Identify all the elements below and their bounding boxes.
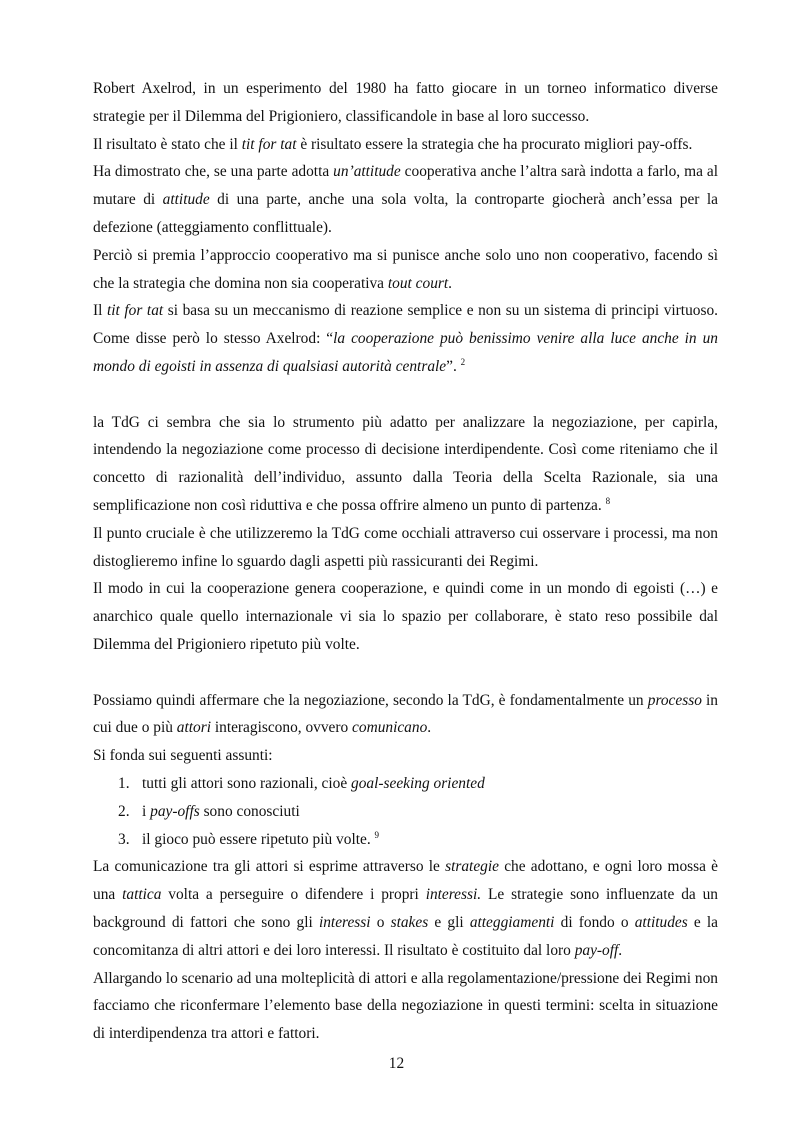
text: La comunicazione tra gli attori si esprime attraverso le xyxy=(93,858,446,876)
paragraph-result xyxy=(93,131,718,159)
emphasis: attitude xyxy=(162,191,210,209)
text: in cui due o più xyxy=(93,691,718,737)
spacer xyxy=(93,659,718,687)
text: . xyxy=(427,719,432,737)
paragraph-axelrod: Robert Axelrod, in un esperimento del 1980 ha fatto giocare in un torneo informatico diverse strategie per il Dilemma del Prigioniero, classificandole in base al loro successo. xyxy=(93,80,718,125)
list-number: 3. xyxy=(118,830,130,848)
list-number: 1. xyxy=(118,774,130,792)
paragraph-assumptions-intro: Si fonda sui seguenti assunti: xyxy=(93,747,273,765)
emphasis: comunicano xyxy=(352,719,428,737)
text: Perciò si premia l’approccio cooperativo ma si punisce anche solo uno non cooperativo, facendo sì che la strategia che domina non sia cooperativa xyxy=(93,246,718,292)
emphasis: stakes xyxy=(390,913,429,931)
text: tutti gli attori sono razionali, cioè xyxy=(142,774,352,792)
emphasis: interessi. xyxy=(425,886,482,904)
paragraph-tit-for-tat xyxy=(93,297,718,380)
text: che adottano, e ogni loro mossa è una xyxy=(93,858,718,904)
text: si basa su un meccanismo di reazione semplice e non su un sistema di principi virtuoso. Come disse però lo stesso Axelrod: “ xyxy=(93,302,719,348)
emphasis: un’attitude xyxy=(333,163,401,181)
text: Il xyxy=(93,302,107,320)
emphasis: atteggiamenti xyxy=(469,913,555,931)
text: . xyxy=(618,941,623,959)
text: Ha dimostrato che, se una parte adotta xyxy=(93,163,334,181)
page-number: 12 xyxy=(388,1055,405,1072)
emphasis: tout court xyxy=(387,274,449,292)
list-item xyxy=(118,826,718,854)
text: cooperativa anche l’altra sarà indotta a farlo, ma al mutare di xyxy=(93,163,718,209)
text: e la concomitanza di altri attori e dei loro interessi. Il risultato è costituito dal loro xyxy=(93,913,719,959)
footnote-ref: 2 xyxy=(460,356,466,367)
text: . xyxy=(448,274,453,292)
text: o xyxy=(370,913,391,931)
paragraph-crucial-point: Il punto cruciale è che utilizzeremo la TdG come occhiali attraverso cui osservare i processi, ma non distoglieremo infine lo sguardo dagli aspetti più rassicuranti dei Regimi. xyxy=(93,524,718,570)
text: Possiamo quindi affermare che la negoziazione, secondo la TdG, è fondamentalmente un xyxy=(93,691,648,709)
text: il gioco può essere ripetuto più volte. xyxy=(142,830,375,848)
text: volta a perseguire o difendere i propri xyxy=(161,886,426,904)
text: di una parte, anche una sola volta, la controparte giocherà anch’essa per la defezione (atteggiamento conflittuale). xyxy=(93,191,718,236)
text: ”. xyxy=(446,357,461,375)
footnote-ref: 9 xyxy=(374,829,380,840)
emphasis: attitudes xyxy=(634,913,688,931)
list-item xyxy=(118,798,718,826)
paragraph-scenario: Allargando lo scenario ad una molteplicità di attori e alla regolamentazione/pressione dei Regimi non facciamo che riconfermare l’elemento base della negoziazione in questi termini: scelta in situazione di interdipendenza tra attori e fattori. xyxy=(93,969,718,1043)
emphasis: attori xyxy=(176,719,211,737)
list-item xyxy=(118,770,718,798)
emphasis: interessi xyxy=(318,913,371,931)
paragraph-cooperation: Il modo in cui la cooperazione genera cooperazione, e quindi come in un mondo di egoisti (…) e anarchico quale quello internazionale vi sia lo spazio per collaborare, è stato reso possibile dal Dilemma del Prigioniero ripetuto più volte. xyxy=(93,580,718,653)
emphasis: tit for tat xyxy=(241,135,297,153)
paragraph-attitude xyxy=(93,158,718,241)
list-number: 2. xyxy=(118,802,130,820)
paragraph-communication xyxy=(93,853,718,964)
text: e gli xyxy=(428,913,470,931)
page-body xyxy=(93,75,718,1048)
emphasis: goal-seeking oriented xyxy=(351,774,485,792)
emphasis: processo xyxy=(647,691,702,709)
paragraph-tdg xyxy=(93,409,718,520)
text: è risultato essere la strategia che ha procurato migliori pay-offs. xyxy=(296,135,693,153)
emphasis: tattica xyxy=(122,886,162,904)
text: di fondo o xyxy=(554,913,635,931)
text: sono conosciuti xyxy=(199,802,300,820)
emphasis: tit for tat xyxy=(106,302,164,320)
paragraph-negotiation xyxy=(93,687,718,743)
footnote-ref: 8 xyxy=(605,495,611,506)
paragraph-cooperative xyxy=(93,242,718,298)
text: i xyxy=(142,802,151,820)
text: Le strategie sono influenzate da un background di fattori che sono gli xyxy=(93,886,718,931)
emphasis: pay-off xyxy=(574,941,619,959)
emphasis: strategie xyxy=(445,858,499,876)
text: la TdG ci sembra che sia lo strumento più adatto per analizzare la negoziazione, per capirla, intendendo la negoziazione come processo di decisione interdipendente. Così come riteniamo che il concetto di razionalità dell’individuo, assunto dalla Teoria della Scelta Razionale, sia una semplificazione non così riduttiva e che possa offrire almeno un punto di partenza. xyxy=(93,413,718,514)
text: interagiscono, ovvero xyxy=(211,719,353,737)
emphasis: pay-offs xyxy=(150,802,200,820)
quote: la cooperazione può benissimo venire alla luce anche in un mondo di egoisti in assenza di qualsiasi autorità centrale xyxy=(93,330,718,375)
text: Il risultato è stato che il xyxy=(93,135,242,153)
spacer xyxy=(93,381,718,409)
assumptions-list xyxy=(93,770,718,853)
